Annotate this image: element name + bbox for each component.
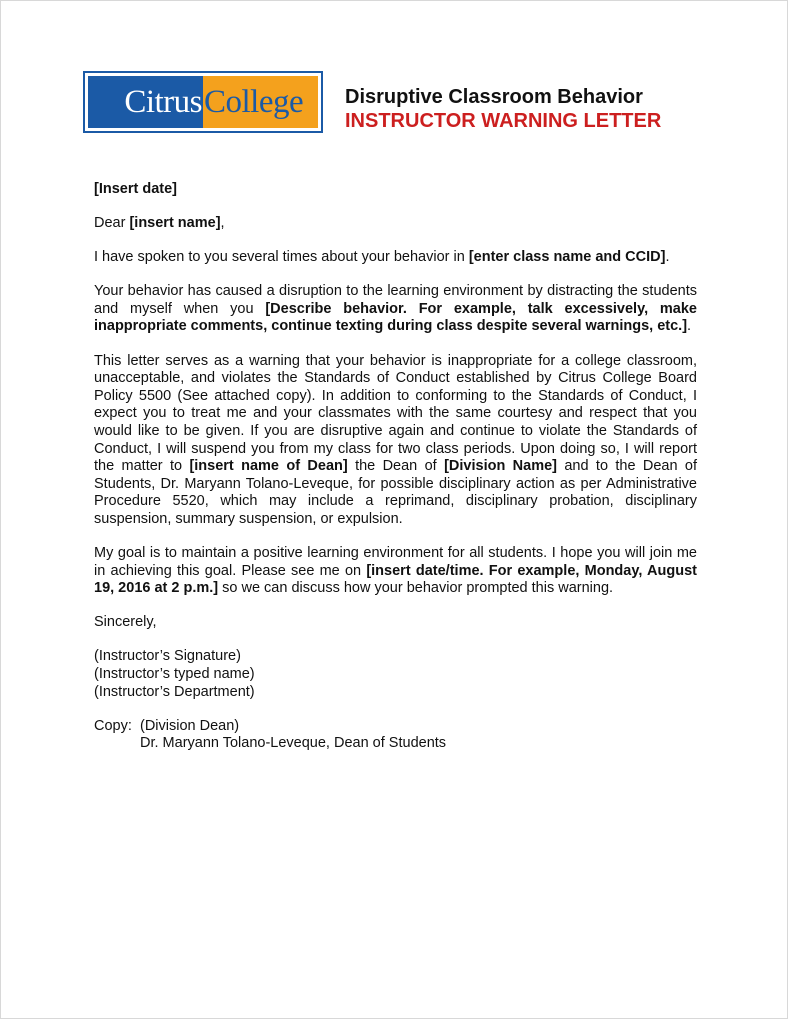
behavior-placeholder: [Describe behavior. For example, talk excessively, make inappropriate comments, continue texting during class despite several warnings, etc.] [94,300,697,335]
copy-recipients [94,718,697,736]
salutation [94,215,697,233]
date-placeholder: [Insert date] [94,181,177,197]
p3-text-c: and to the Dean of Students, Dr. Maryann Tolano-Leveque, for possible disciplinary action as per Administrative Procedure 5520, which may include a reprimand, disciplinary probation, disciplinary suspension, summary suspension, or expulsion. [94,458,698,527]
copy-label: Copy: [94,717,132,734]
p4-end: so we can discuss how your behavior prompted this warning. [218,580,614,597]
paragraph-4 [94,545,697,598]
p2-text: Your behavior has caused a disruption to the learning environment by distracting the students and myself when you [94,283,697,317]
closing: Sincerely, [94,614,157,631]
copy-recipient-division-dean: (Division Dean) [140,717,240,734]
paragraph-2 [94,283,697,336]
division-name-placeholder: [Division Name] [444,458,557,475]
document-subtitle: INSTRUCTOR WARNING LETTER [345,110,662,132]
p3-text-b: the Dean of [347,458,445,475]
paragraph-1 [94,249,697,267]
recipient-name-placeholder: [insert name] [129,215,221,232]
salutation-suffix: , [220,215,225,232]
department-line: (Instructor’s Department) [94,683,255,700]
dean-name-placeholder: [insert name of Dean] [189,458,348,475]
date-line [94,181,697,199]
logo-word-citrus: Citrus [88,76,203,128]
meeting-datetime-placeholder: [insert date/time. For example, Monday, August 19, 2016 at 2 p.m.] [94,562,697,597]
p2-end: . [687,318,692,335]
copy-recipient-dean-of-students: Dr. Maryann Tolano-Leveque, Dean of Students [140,735,447,752]
letter-body [94,181,697,753]
class-name-placeholder: [enter class name and CCID] [468,249,666,266]
paragraph-3 [94,353,697,529]
signature-line: (Instructor’s Signature) [94,648,241,665]
citrus-college-logo [83,71,323,133]
logo-word-college: College [203,76,318,128]
salutation-prefix: Dear [94,215,130,232]
document-header [345,85,661,133]
typed-name-line: (Instructor’s typed name) [94,665,255,682]
document-title: Disruptive Classroom Behavior [345,86,643,108]
p3-text-a: This letter serves as a warning that your behavior is inappropriate for a college classroom, unacceptable, and violates the Standards of Conduct established by Citrus College Board Policy 5500 (See attached copy). In addition to conforming to the Standards of Conduct, I expect you to treat me and your classmates with the same courtesy and respect that you would like to be given. If you are disruptive again and continue to violate the Standards of Conduct, I will suspend you from my class for two class periods. Upon doing so, I will report the matter to [94,352,697,475]
p1-text: I have spoken to you several times about your behavior in [94,249,469,266]
p4-text: My goal is to maintain a positive learning environment for all students. I hope you will join me in achieving this goal. Please see me on [94,545,697,579]
p1-end: . [665,249,670,266]
